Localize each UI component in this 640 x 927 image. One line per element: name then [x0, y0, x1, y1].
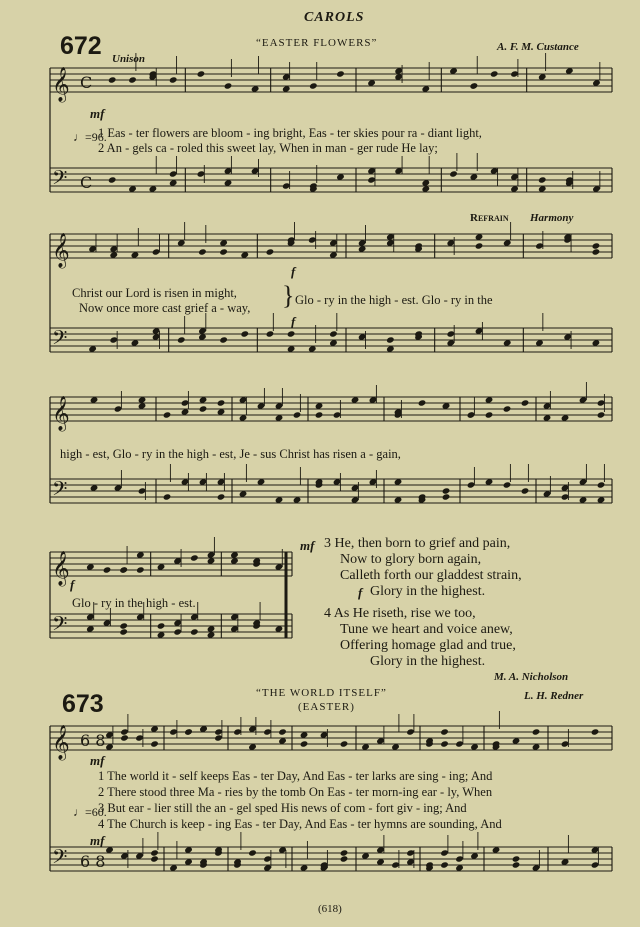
notehead: [240, 330, 249, 337]
hymn-number-672: 672: [60, 32, 102, 60]
verse3-f: f: [358, 585, 363, 600]
notehead: [177, 336, 186, 343]
notehead: [440, 728, 449, 735]
notehead: [449, 170, 458, 177]
notehead: [219, 248, 228, 255]
notehead: [287, 330, 296, 337]
notehead: [198, 248, 207, 255]
notehead: [470, 82, 479, 89]
notehead: [266, 330, 275, 337]
dynamic-f-bass: f: [291, 314, 296, 329]
notehead: [219, 336, 228, 343]
lyrics-672-line1: 1 Eas - ter flowers are bloom - ing bright, Eas - ter skies pour ra - diant light,: [98, 126, 482, 140]
notehead: [532, 728, 541, 735]
notehead: [157, 622, 166, 629]
notehead: [442, 493, 451, 500]
notehead: [597, 411, 606, 418]
lyrics-672-line2: 2 An - gels ca - roled this sweet lay, When in man - ger rude He lay;: [98, 141, 438, 155]
notehead: [217, 399, 226, 406]
lyrics-672-refrain2: Now once more cast grief a - way,: [79, 301, 251, 315]
notehead: [340, 855, 349, 862]
notehead: [119, 622, 128, 629]
bass-clef: 𝄢: [52, 845, 68, 873]
time-signature: 6 8: [80, 852, 106, 871]
notehead: [329, 330, 338, 337]
notehead: [169, 76, 178, 83]
time-signature: C: [80, 173, 93, 192]
notehead: [340, 740, 349, 747]
dynamic-mf-673: mf: [90, 753, 105, 768]
notehead: [266, 248, 275, 255]
hymn-subtitle-673: (EASTER): [298, 701, 355, 713]
notehead: [224, 82, 233, 89]
notehead: [163, 411, 172, 418]
lyrics-673-verse2: 2 There stood three Ma - ries by the tomb On Eas - ter morn-ing ear - ly, When: [98, 785, 493, 799]
notehead: [120, 734, 129, 741]
bass-clef: 𝄢: [52, 477, 68, 505]
notehead: [190, 554, 199, 561]
hymn-title-672: “EASTER FLOWERS”: [256, 37, 378, 49]
notehead: [300, 740, 309, 747]
dynamic-mf-672: mf: [90, 106, 105, 121]
notehead: [418, 399, 427, 406]
notehead: [503, 405, 512, 412]
harmony-label: Harmony: [530, 212, 574, 224]
notehead: [150, 855, 159, 862]
verse4-line2: Tune we heart and voice anew,: [340, 622, 513, 637]
notehead: [108, 76, 117, 83]
brace: }: [282, 281, 295, 310]
notehead: [199, 405, 208, 412]
page-number: (618): [318, 903, 342, 915]
notehead: [119, 566, 128, 573]
notehead: [119, 628, 128, 635]
notehead: [190, 628, 199, 635]
notehead: [475, 242, 484, 249]
hymn-title-673: “THE WORLD ITSELF”: [256, 687, 387, 699]
dynamic-f-line2: f: [291, 264, 296, 279]
treble-clef: 𝄞: [52, 551, 70, 586]
notehead: [538, 176, 547, 183]
notehead: [136, 566, 145, 573]
unison-marking: Unison: [112, 53, 146, 65]
notehead: [108, 176, 117, 183]
hymn-number-673: 673: [62, 690, 104, 718]
composer-672: A. F. M. Custance: [497, 41, 579, 53]
time-signature: C: [80, 73, 93, 92]
notehead: [490, 70, 499, 77]
notehead: [512, 861, 521, 868]
bass-clef: 𝄢: [52, 612, 68, 640]
bass-clef: 𝄢: [52, 166, 68, 194]
dynamic-mf-673-bass: mf: [90, 833, 105, 848]
notehead: [440, 861, 449, 868]
lyrics-672-line6: Glo - ry in the high - est.: [72, 596, 196, 610]
notehead: [442, 487, 451, 494]
notehead: [386, 336, 395, 343]
page-header: CAROLS: [304, 10, 365, 25]
notehead: [336, 70, 345, 77]
notehead: [592, 248, 601, 255]
lyrics-673-verse4: 4 The Church is keep - ing Eas - ter Day, And Eas - ter hymns are sounding, And: [98, 817, 502, 831]
treble-clef: 𝄞: [52, 233, 70, 268]
verse-author: M. A. Nicholson: [494, 671, 569, 683]
notehead: [340, 849, 349, 856]
treble-clef: 𝄞: [52, 67, 70, 102]
lyrics-672-refrain3: Glo - ry in the high - est. Glo - ry in the: [295, 293, 493, 307]
notehead: [248, 849, 257, 856]
dynamic-f-line4: f: [70, 577, 75, 592]
bass-clef: 𝄢: [52, 326, 68, 354]
lyrics-672-line5: high - est, Glo - ry in the high - est, Je - sus Christ has risen a - gain,: [60, 447, 401, 461]
verse3-dynamic: mf: [300, 538, 315, 553]
notehead: [278, 728, 287, 735]
treble-clef: 𝄞: [52, 396, 70, 431]
tempo-673: ♩=60.: [73, 805, 107, 819]
verse3-line2: Now to glory born again,: [340, 552, 482, 567]
verse3-line4: Glory in the highest.: [370, 584, 486, 599]
notehead: [293, 411, 302, 418]
lyrics-673-verse1: 1 The world it - self keeps Eas - ter Day, And Eas - ter larks are sing - ing; And: [98, 769, 493, 783]
notehead: [512, 855, 521, 862]
notehead: [440, 740, 449, 747]
tempo-672: ♩=96.: [73, 130, 107, 144]
notehead: [150, 849, 159, 856]
notehead: [309, 82, 318, 89]
refrain-label: Refrain: [470, 212, 509, 224]
notehead: [217, 493, 226, 500]
notehead: [591, 728, 600, 735]
verse4-line4: Glory in the highest.: [370, 654, 486, 669]
notehead: [163, 493, 172, 500]
verse4-line1: 4 As He riseth, rise we too,: [324, 606, 476, 621]
verse3-line3: Calleth forth our gladdest strain,: [340, 568, 522, 583]
treble-clef: 𝄞: [52, 725, 70, 760]
notehead: [197, 70, 206, 77]
notehead: [315, 411, 324, 418]
notehead: [103, 566, 112, 573]
lyrics-672-refrain1: Christ our Lord is risen in might,: [72, 286, 237, 300]
notehead: [597, 481, 606, 488]
notehead: [184, 728, 193, 735]
lyrics-673-verse3: 3 But ear - lier still the an - gel sped His news of com - fort giv - ing; And: [98, 801, 467, 815]
time-signature: 6 8: [80, 731, 106, 750]
notehead: [503, 481, 512, 488]
notehead: [592, 242, 601, 249]
notehead: [485, 411, 494, 418]
verse4-line3: Offering homage glad and true,: [340, 638, 516, 653]
composer-673: L. H. Redner: [524, 690, 584, 702]
verse3-line1: 3 He, then born to grief and pain,: [324, 536, 511, 551]
notehead: [150, 740, 159, 747]
notehead: [521, 399, 530, 406]
notehead: [521, 487, 530, 494]
notehead: [128, 76, 137, 83]
